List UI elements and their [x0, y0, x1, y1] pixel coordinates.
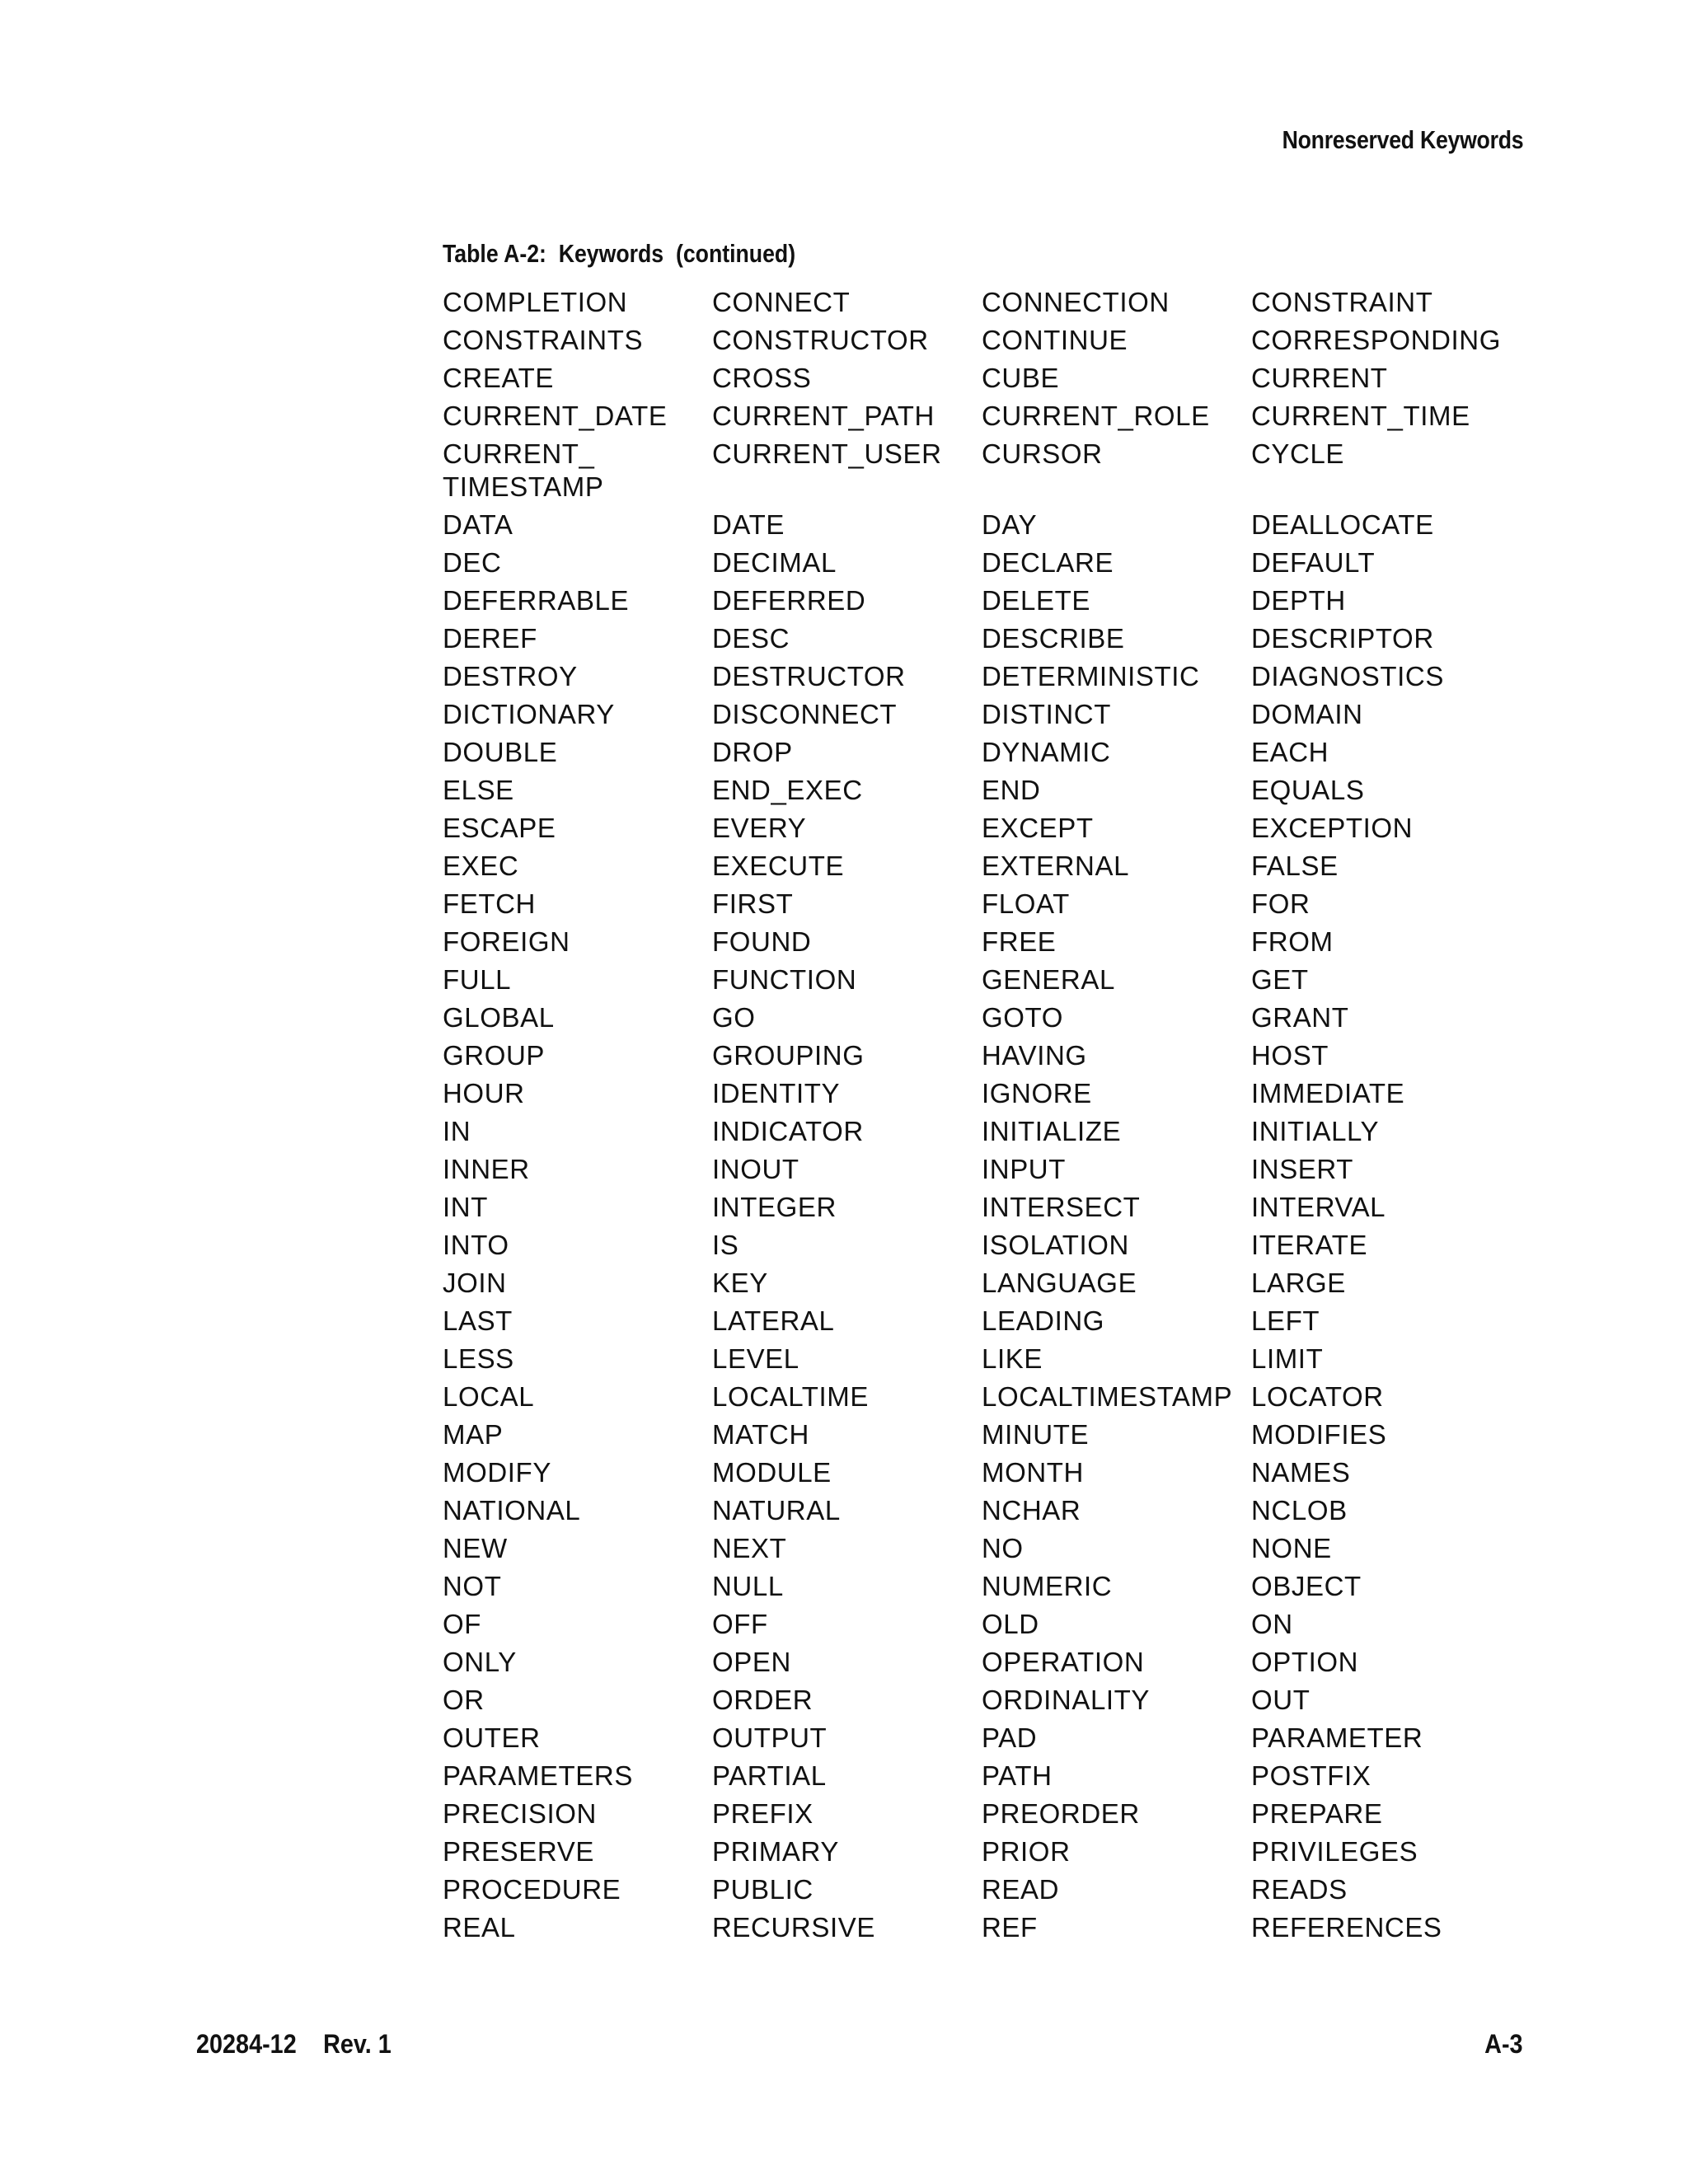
keyword-cell: DETERMINISTIC [982, 661, 1200, 691]
keyword-cell: INSERT [1251, 1154, 1354, 1184]
keyword-cell: ELSE [443, 775, 514, 805]
keyword-cell: CROSS [712, 363, 812, 393]
keyword-cell: DOMAIN [1251, 699, 1363, 729]
keyword-cell: CUBE [982, 363, 1060, 393]
keyword-cell: GET [1251, 964, 1309, 995]
keyword-cell: EXEC [443, 851, 519, 881]
keyword-cell: PRIOR [982, 1836, 1071, 1867]
keyword-cell: NATIONAL [443, 1495, 581, 1526]
keyword-cell: CURRENT_DATE [443, 401, 668, 431]
keyword-cell: EACH [1251, 737, 1329, 767]
keyword-cell: CONNECT [712, 287, 851, 317]
keyword-cell: FALSE [1251, 851, 1339, 881]
keyword-cell: PREPARE [1251, 1798, 1383, 1829]
keyword-cell: EQUALS [1251, 775, 1365, 805]
keyword-cell: DICTIONARY [443, 699, 615, 729]
keyword-cell: DOUBLE [443, 737, 558, 767]
keyword-cell: FETCH [443, 888, 536, 919]
keyword-cell: DECIMAL [712, 547, 837, 578]
keyword-cell: LEFT [1251, 1305, 1320, 1336]
keyword-cell: INOUT [712, 1154, 799, 1184]
running-head: Nonreserved Keywords [1282, 125, 1523, 154]
keyword-cell: HAVING [982, 1040, 1087, 1071]
keyword-cell: READ [982, 1874, 1060, 1905]
keyword-cell: FREE [982, 926, 1057, 957]
keyword-cell: LOCALTIME [712, 1381, 869, 1412]
keyword-cell: LEADING [982, 1305, 1105, 1336]
keyword-cell: DISTINCT [982, 699, 1111, 729]
keyword-cell: DAY [982, 509, 1038, 540]
keyword-cell: PARAMETER [1251, 1722, 1423, 1753]
keyword-cell: NCLOB [1251, 1495, 1348, 1526]
keyword-cell: OPEN [712, 1647, 791, 1677]
keyword-cell: HOUR [443, 1078, 525, 1108]
keyword-cell: PREFIX [712, 1798, 814, 1829]
keyword-cell: LIMIT [1251, 1343, 1324, 1374]
keyword-cell: NAMES [1251, 1457, 1351, 1488]
keyword-cell: ORDINALITY [982, 1685, 1151, 1715]
keyword-cell: GROUP [443, 1040, 546, 1071]
keyword-cell: INT [443, 1192, 488, 1222]
keyword-cell: LAST [443, 1305, 513, 1336]
keyword-cell: PARTIAL [712, 1760, 827, 1791]
keyword-cell: INTO [443, 1230, 509, 1260]
keyword-cell: MODIFIES [1251, 1419, 1387, 1450]
keyword-cell: PRECISION [443, 1798, 597, 1829]
keyword-cell: FOUND [712, 926, 812, 957]
keyword-cell: DEALLOCATE [1251, 509, 1434, 540]
keyword-cell: DESTROY [443, 661, 578, 691]
keyword-cell: DATE [712, 509, 785, 540]
keyword-cell: ON [1251, 1609, 1293, 1639]
keyword-cell: CORRESPONDING [1251, 325, 1501, 355]
keyword-cell: DYNAMIC [982, 737, 1111, 767]
keyword-cell: DECLARE [982, 547, 1114, 578]
keyword-cell: EXECUTE [712, 851, 845, 881]
keyword-cell: DATA [443, 509, 513, 540]
keyword-cell: MAP [443, 1419, 504, 1450]
keyword-cell: EXTERNAL [982, 851, 1130, 881]
keyword-cell: OPTION [1251, 1647, 1359, 1677]
keyword-cell: CURRENT_USER [712, 438, 942, 469]
keyword-cell: KEY [712, 1268, 768, 1298]
keyword-cell: OFF [712, 1609, 768, 1639]
keyword-cell: DESC [712, 623, 790, 654]
keyword-cell: CURSOR [982, 438, 1103, 469]
keyword-cell: DEC [443, 547, 502, 578]
keyword-cell: PREORDER [982, 1798, 1140, 1829]
keyword-cell: GROUPING [712, 1040, 865, 1071]
keyword-cell: NO [982, 1533, 1024, 1563]
keyword-cell: INITIALIZE [982, 1116, 1122, 1146]
keyword-cell: ONLY [443, 1647, 517, 1677]
keyword-cell: INTERSECT [982, 1192, 1141, 1222]
keyword-cell: LOCATOR [1251, 1381, 1384, 1412]
keyword-cell: PRIVILEGES [1251, 1836, 1418, 1867]
keyword-cell: CURRENT [1251, 363, 1388, 393]
keyword-cell: CURRENT_TIME [1251, 401, 1470, 431]
keyword-cell: INDICATOR [712, 1116, 864, 1146]
keyword-cell: FOR [1251, 888, 1311, 919]
keyword-cell: LARGE [1251, 1268, 1346, 1298]
keyword-cell: NULL [712, 1571, 784, 1601]
footer-doc-info [196, 2029, 392, 2060]
keyword-cell: INPUT [982, 1154, 1066, 1184]
keyword-cell: EXCEPT [982, 813, 1094, 843]
keyword-cell: REAL [443, 1912, 516, 1943]
keyword-cell: LANGUAGE [982, 1268, 1137, 1298]
keyword-cell: DEREF [443, 623, 537, 654]
keyword-cell: EXCEPTION [1251, 813, 1414, 843]
keyword-cell: FULL [443, 964, 512, 995]
keyword-cell: PRIMARY [712, 1836, 839, 1867]
keyword-cell: COMPLETION [443, 287, 628, 317]
keyword-cell: END_EXEC [712, 775, 863, 805]
keyword-cell: CYCLE [1251, 438, 1345, 469]
keyword-cell: CURRENT_ROLE [982, 401, 1210, 431]
keyword-cell: NEXT [712, 1533, 787, 1563]
keyword-cell: IN [443, 1116, 471, 1146]
keywords-table [443, 284, 1539, 1947]
keyword-cell: NATURAL [712, 1495, 841, 1526]
keyword-cell: DEFERRED [712, 585, 866, 616]
keyword-cell: JOIN [443, 1268, 507, 1298]
keyword-cell: REFERENCES [1251, 1912, 1442, 1943]
keyword-cell: OBJECT [1251, 1571, 1362, 1601]
keyword-cell: INITIALLY [1251, 1116, 1380, 1146]
keyword-cell: IDENTITY [712, 1078, 841, 1108]
keyword-cell: INTERVAL [1251, 1192, 1386, 1222]
revision: Rev. 1 [323, 2029, 392, 2059]
keyword-cell: CURRENT_ TIMESTAMP [443, 438, 604, 502]
keyword-cell: OPERATION [982, 1647, 1145, 1677]
keyword-cell: NOT [443, 1571, 502, 1601]
keyword-cell: MODIFY [443, 1457, 551, 1488]
keyword-cell: DESTRUCTOR [712, 661, 906, 691]
keyword-cell: NEW [443, 1533, 508, 1563]
keyword-cell: READS [1251, 1874, 1348, 1905]
keyword-cell: OUT [1251, 1685, 1311, 1715]
doc-number: 20284-12 [196, 2029, 297, 2059]
keyword-cell: PRESERVE [443, 1836, 594, 1867]
keyword-cell: IMMEDIATE [1251, 1078, 1405, 1108]
keyword-cell: LIKE [982, 1343, 1043, 1374]
keyword-cell: GOTO [982, 1002, 1063, 1033]
keyword-cell: CONSTRUCTOR [712, 325, 929, 355]
keyword-cell: RECURSIVE [712, 1912, 875, 1943]
keyword-cell: GLOBAL [443, 1002, 555, 1033]
keyword-cell: CONTINUE [982, 325, 1128, 355]
keyword-cell: EVERY [712, 813, 807, 843]
keyword-cell: CONSTRAINT [1251, 287, 1433, 317]
keyword-cell: INTEGER [712, 1192, 837, 1222]
keyword-cell: LESS [443, 1343, 514, 1374]
keyword-cell: OUTPUT [712, 1722, 828, 1753]
keyword-cell: OUTER [443, 1722, 541, 1753]
keyword-cell: PARAMETERS [443, 1760, 633, 1791]
keyword-cell: PATH [982, 1760, 1053, 1791]
keyword-cell: NONE [1251, 1533, 1332, 1563]
keyword-cell: PAD [982, 1722, 1038, 1753]
keyword-cell: LEVEL [712, 1343, 799, 1374]
keyword-cell: GO [712, 1002, 756, 1033]
keyword-cell: FLOAT [982, 888, 1070, 919]
keyword-cell: CONNECTION [982, 287, 1170, 317]
keyword-cell: DEPTH [1251, 585, 1346, 616]
keyword-cell: DEFERRABLE [443, 585, 630, 616]
keyword-cell: MATCH [712, 1419, 809, 1450]
keyword-cell: MONTH [982, 1457, 1084, 1488]
keyword-cell: ORDER [712, 1685, 814, 1715]
keyword-cell: DROP [712, 737, 793, 767]
keyword-cell: POSTFIX [1251, 1760, 1372, 1791]
keyword-cell: MODULE [712, 1457, 832, 1488]
keyword-cell: FIRST [712, 888, 794, 919]
keyword-cell: DISCONNECT [712, 699, 898, 729]
keyword-cell: INNER [443, 1154, 530, 1184]
keyword-cell: OF [443, 1609, 482, 1639]
keyword-cell: PUBLIC [712, 1874, 814, 1905]
keyword-cell: OR [443, 1685, 485, 1715]
keyword-cell: ESCAPE [443, 813, 556, 843]
keyword-cell: IS [712, 1230, 739, 1260]
keyword-cell: NCHAR [982, 1495, 1081, 1526]
keyword-cell: ITERATE [1251, 1230, 1368, 1260]
keyword-cell: CURRENT_PATH [712, 401, 935, 431]
keyword-cell: LOCALTIMESTAMP [982, 1381, 1233, 1412]
keyword-cell: LATERAL [712, 1305, 835, 1336]
keyword-cell: GRANT [1251, 1002, 1349, 1033]
keyword-cell: PROCEDURE [443, 1874, 621, 1905]
keyword-cell: MINUTE [982, 1419, 1090, 1450]
keyword-cell: END [982, 775, 1041, 805]
keyword-cell: FOREIGN [443, 926, 570, 957]
keyword-cell: REF [982, 1912, 1038, 1943]
table-caption: Table A-2: Keywords (continued) [443, 239, 796, 268]
keyword-cell: CONSTRAINTS [443, 325, 644, 355]
keyword-cell: DELETE [982, 585, 1090, 616]
keyword-cell: FUNCTION [712, 964, 857, 995]
keyword-cell: DEFAULT [1251, 547, 1376, 578]
keyword-cell: IGNORE [982, 1078, 1092, 1108]
keyword-cell: NUMERIC [982, 1571, 1113, 1601]
keyword-cell: HOST [1251, 1040, 1329, 1071]
keyword-cell: OLD [982, 1609, 1039, 1639]
keyword-cell: DESCRIBE [982, 623, 1125, 654]
keyword-cell: GENERAL [982, 964, 1115, 995]
keyword-cell: DESCRIPTOR [1251, 623, 1434, 654]
keyword-cell: FROM [1251, 926, 1334, 957]
keyword-cell: ISOLATION [982, 1230, 1129, 1260]
page-number: A-3 [1484, 2029, 1523, 2059]
keyword-cell: LOCAL [443, 1381, 535, 1412]
keyword-cell: DIAGNOSTICS [1251, 661, 1444, 691]
keyword-cell: CREATE [443, 363, 555, 393]
